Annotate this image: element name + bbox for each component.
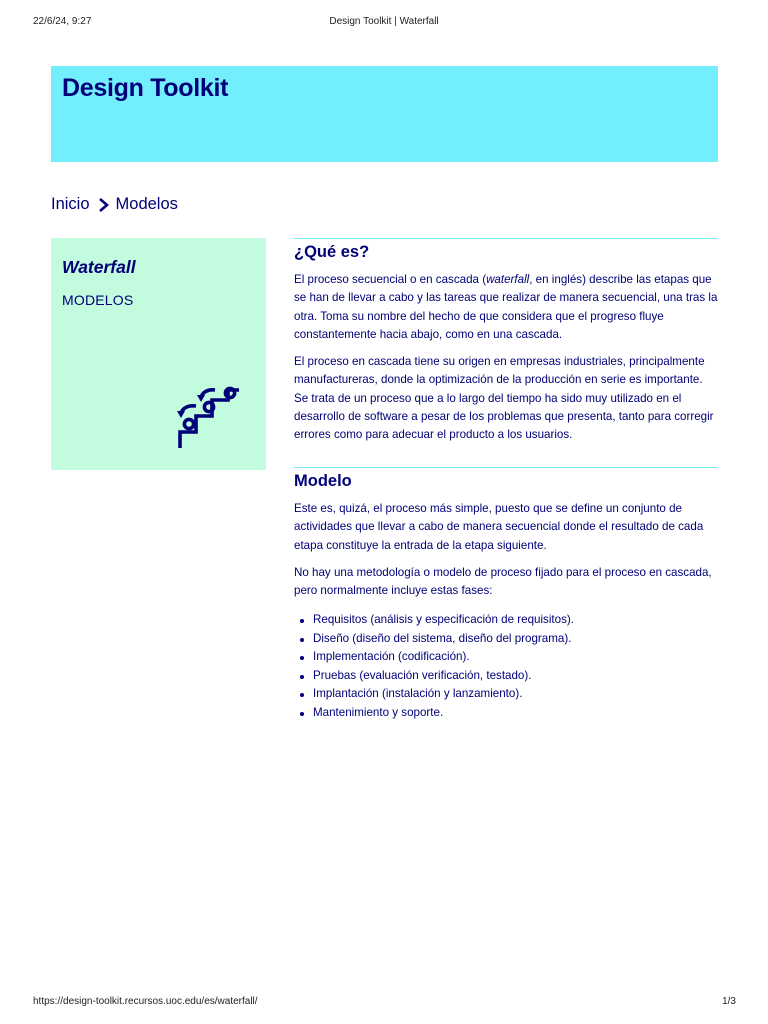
section-paragraph: Este es, quizá, el proceso más simple, puesto que se define un conjunto de actividades que llevar a cabo de manera secuencial donde el resultado de cada etapa constituye la entrada de la etapa siguiente. <box>294 502 704 552</box>
page-url: https://design-toolkit.recursos.uoc.edu/es/waterfall/ <box>33 996 258 1007</box>
section-heading: ¿Qué es? <box>294 243 370 261</box>
section-paragraph: El proceso secuencial o en cascada (waterfall, en inglés) describe las etapas que se han de llevar a cabo y las tareas que realizar de manera secuencial, una tras la otra. Toma su nombre del hecho de que considera que el progreso fluye constantemente hacia abajo, como en una cascada. <box>294 273 718 341</box>
breadcrumb-home-link[interactable]: Inicio <box>51 195 90 213</box>
list-item: Implementación (codificación). <box>294 648 718 667</box>
print-title: Design Toolkit | Waterfall <box>329 16 439 27</box>
model-card <box>51 238 266 470</box>
section-what-is <box>294 238 718 445</box>
print-footer <box>0 996 768 1010</box>
waterfall-steps-icon <box>177 382 243 452</box>
section-paragraph: No hay una metodología o modelo de proceso fijado para el proceso en cascada, pero normalmente incluye estas fases: <box>294 565 712 598</box>
site-title[interactable]: Design Toolkit <box>62 74 229 102</box>
section-divider <box>294 238 718 239</box>
section-divider <box>294 467 718 468</box>
print-date: 22/6/24, 9:27 <box>33 16 92 27</box>
list-item: Implantación (instalación y lanzamiento). <box>294 685 718 704</box>
list-item: Pruebas (evaluación verificación, testado). <box>294 667 718 686</box>
page-number: 1/3 <box>722 996 736 1007</box>
card-title: Waterfall <box>62 257 136 277</box>
breadcrumb <box>51 195 178 214</box>
chevron-right-icon <box>96 196 112 214</box>
list-item: Diseño (diseño del sistema, diseño del programa). <box>294 630 718 649</box>
section-heading: Modelo <box>294 472 352 490</box>
print-header <box>0 16 768 30</box>
phase-list <box>294 611 718 722</box>
section-model <box>294 467 718 722</box>
site-banner <box>51 66 718 162</box>
card-category: MODELOS <box>62 292 134 308</box>
emphasis-term: waterfall <box>486 273 530 286</box>
list-item: Mantenimiento y soporte. <box>294 704 718 723</box>
section-paragraph: El proceso en cascada tiene su origen en empresas industriales, principalmente manufactureras, donde la optimización de la producción en serie es importante. Se trata de un proceso que a lo largo del tiempo ha sido muy utilizado en el desarrollo de software a pesar de los problemas que presenta, tanto para corregir errores como para adecuar el producto a los usuarios. <box>294 355 714 442</box>
breadcrumb-current-link[interactable]: Modelos <box>115 195 178 213</box>
list-item: Requisitos (análisis y especificación de requisitos). <box>294 611 718 630</box>
